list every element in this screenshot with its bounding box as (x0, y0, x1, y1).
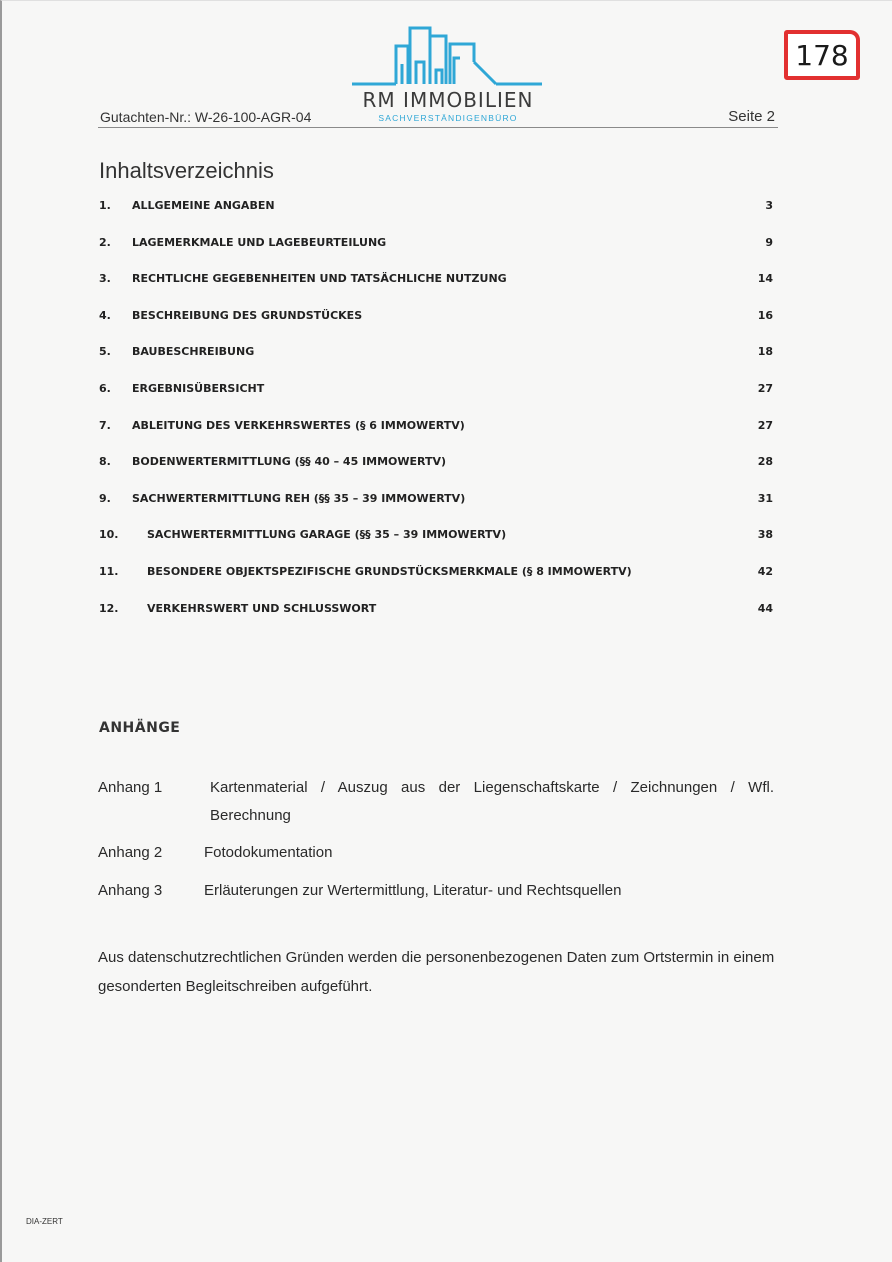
annex-heading: ANHÄNGE (99, 720, 181, 736)
annex-label: Anhang 3 (98, 882, 163, 899)
table-of-contents (97, 196, 777, 635)
toc-page-number: 9 (765, 235, 773, 249)
toc-entry-title: BAUBESCHREIBUNG (132, 345, 255, 359)
toc-entry[interactable] (97, 306, 777, 343)
toc-entry-title: ABLEITUNG DES VERKEHRSWERTES (§ 6 IMMOWERTV) (132, 418, 465, 432)
toc-page-number: 28 (757, 455, 773, 469)
company-name: RM IMMOBILIEN (362, 88, 534, 112)
header-divider (98, 127, 778, 128)
toc-number: 6. (99, 381, 111, 395)
annex-text: Erläuterungen zur Wertermittlung, Literatur- und Rechtsquellen (204, 882, 622, 899)
stamp-number: 178 (795, 38, 849, 72)
toc-number: 5. (99, 345, 111, 359)
toc-entry[interactable] (97, 599, 777, 636)
toc-page-number: 18 (757, 345, 773, 359)
toc-number: 7. (99, 418, 111, 432)
toc-title: Inhaltsverzeichnis (99, 158, 274, 183)
company-logo (350, 18, 546, 128)
toc-entry-title: ERGEBNISÜBERSICHT (132, 381, 265, 395)
toc-entry[interactable] (97, 562, 777, 599)
toc-page-number: 3 (765, 199, 773, 212)
annex-text: Fotodokumentation (204, 844, 333, 861)
annex-text: Kartenmaterial / Auszug aus der Liegenschaftskarte / Zeichnungen / Wfl. Berechnung (210, 779, 774, 824)
city-skyline-icon (350, 18, 546, 90)
page-number-stamp (784, 30, 860, 80)
annex-entry (98, 839, 778, 867)
toc-entry-title: BESCHREIBUNG DES GRUNDSTÜCKES (132, 308, 363, 322)
toc-entry[interactable] (97, 196, 777, 233)
toc-entry-title: BODENWERTERMITTLUNG (§§ 40 – 45 IMMOWERTV) (132, 455, 447, 469)
toc-number: 10. (99, 528, 119, 542)
toc-page-number: 31 (757, 491, 773, 505)
toc-page-number: 14 (757, 272, 773, 286)
company-subtitle: SACHVERSTÄNDIGENBÜRO (378, 113, 518, 123)
toc-entry[interactable] (97, 489, 777, 526)
toc-page-number: 27 (757, 381, 773, 395)
toc-number: 1. (99, 199, 111, 212)
toc-entry[interactable] (97, 525, 777, 562)
annex-entry (98, 774, 778, 830)
toc-entry-title: VERKEHRSWERT UND SCHLUSSWORT (147, 601, 377, 615)
toc-entry-title: BESONDERE OBJEKTSPEZIFISCHE GRUNDSTÜCKSMERKMALE (§ 8 IMMOWERTV) (147, 564, 632, 578)
toc-page-number: 42 (757, 564, 773, 578)
toc-number: 12. (99, 601, 119, 615)
toc-number: 2. (99, 235, 111, 249)
footer-mark: DIA-ZERT (26, 1217, 63, 1226)
toc-number: 11. (99, 564, 119, 578)
toc-number: 4. (99, 308, 111, 322)
report-number: Gutachten-Nr.: W-26-100-AGR-04 (100, 109, 312, 125)
toc-entry-title: SACHWERTERMITTLUNG REH (§§ 35 – 39 IMMOWERTV) (132, 491, 466, 505)
toc-entry-title: RECHTLICHE GEGEBENHEITEN UND TATSÄCHLICHE NUTZUNG (132, 272, 507, 286)
annex-label: Anhang 1 (98, 779, 163, 796)
toc-entry[interactable] (97, 379, 777, 416)
privacy-note: Aus datenschutzrechtlichen Gründen werden die personenbezogenen Daten zum Ortstermin in einem gesonderten Begleitschreiben aufgeführt. (98, 949, 775, 995)
toc-entry-title: SACHWERTERMITTLUNG GARAGE (§§ 35 – 39 IMMOWERTV) (147, 528, 507, 542)
toc-number: 3. (99, 272, 111, 286)
toc-entry[interactable] (97, 342, 777, 379)
toc-page-number: 16 (757, 308, 773, 322)
toc-entry[interactable] (97, 452, 777, 489)
toc-page-number: 27 (757, 418, 773, 432)
toc-entry[interactable] (97, 269, 777, 306)
toc-entry[interactable] (97, 416, 777, 453)
toc-page-number: 44 (757, 601, 773, 615)
page-label: Seite 2 (728, 108, 775, 125)
toc-entry-title: LAGEMERKMALE UND LAGEBEURTEILUNG (132, 235, 387, 249)
toc-page-number: 38 (757, 528, 773, 542)
toc-number: 8. (99, 455, 111, 469)
toc-entry[interactable] (97, 233, 777, 270)
annex-entry (98, 877, 778, 905)
toc-entry-title: ALLGEMEINE ANGABEN (132, 199, 275, 212)
annex-label: Anhang 2 (98, 844, 163, 861)
toc-number: 9. (99, 491, 111, 505)
